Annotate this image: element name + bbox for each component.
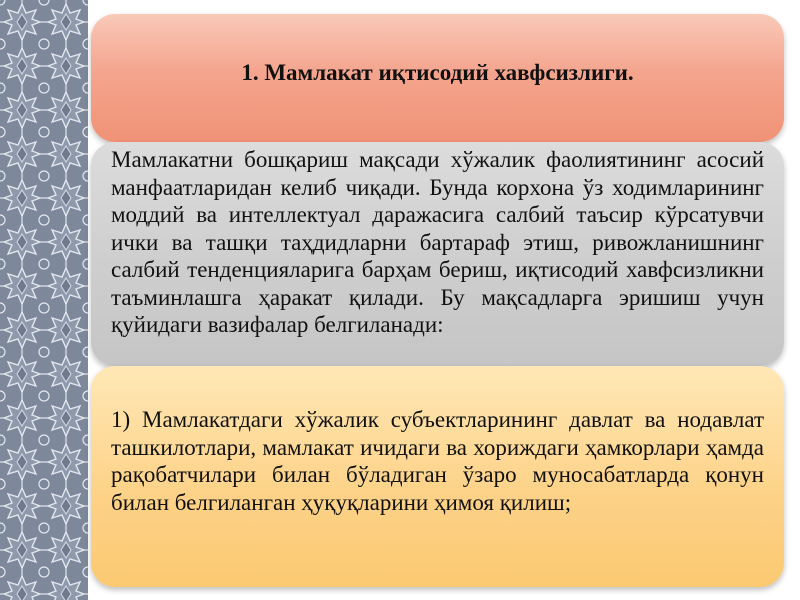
title-box — [91, 14, 784, 142]
islamic-pattern-decoration — [0, 0, 88, 600]
list-box — [91, 366, 784, 587]
list-item: 1) Мамлакатдаги хўжалик субъектларининг давлат ва нодавлат ташкилотлари, мамлакат ичидаги ва хориждаги ҳамкорлари ҳамда рақобатчилари билан бўладиган ўзаро муносабатларда қонун билан белгиланган ҳуқуқларини ҳимоя қилиш; — [111, 407, 764, 515]
slide-title: 1. Мамлакат иқтисодий хавфсизлиги. — [241, 60, 634, 85]
paragraph-box — [91, 142, 784, 366]
main-paragraph: Мамлакатни бошқариш мақсади хўжалик фаолиятининг асосий манфаатларидан келиб чиқади. Бунда корхона ўз ходимларининг моддий ва интеллектуал даражасига салбий таъсир кўрсатувчи ички ва ташқи таҳдидларни бартараф этиш, ривожланишнинг салбий тенденцияларига барҳам бериш, иқтисодий хавфсизликни таъминлашга ҳаракат қилади. Бу мақсадларга эришиш учун қуйидаги вазифалар белгиланади: — [111, 147, 764, 337]
